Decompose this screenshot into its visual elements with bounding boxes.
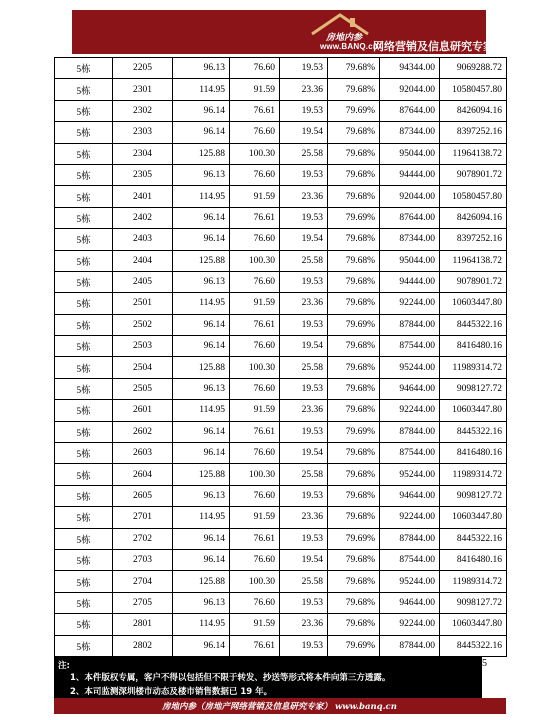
table-cell: 5栋 <box>55 164 113 185</box>
table-cell: 79.68% <box>328 293 380 314</box>
table-cell: 96.14 <box>173 635 230 656</box>
table-row <box>55 549 507 570</box>
table-cell: 79.68% <box>328 507 380 528</box>
table-cell: 79.69% <box>328 314 380 335</box>
table-cell: 79.68% <box>328 443 380 464</box>
table-cell: 95044.00 <box>380 250 440 271</box>
table-cell: 5栋 <box>55 464 113 485</box>
table-cell: 79.69% <box>328 528 380 549</box>
table-cell: 2601 <box>113 400 173 421</box>
table-cell: 19.53 <box>280 485 328 506</box>
table-cell: 2505 <box>113 378 173 399</box>
table-cell: 5栋 <box>55 293 113 314</box>
table-row <box>55 357 507 378</box>
table-cell: 19.53 <box>280 592 328 613</box>
table-cell: 87544.00 <box>380 336 440 357</box>
table-cell: 94444.00 <box>380 164 440 185</box>
table-cell: 76.60 <box>230 443 280 464</box>
table-cell: 10603447.80 <box>440 400 507 421</box>
notes-label: 注: <box>58 661 70 671</box>
table-cell: 11964138.72 <box>440 250 507 271</box>
table-row <box>55 100 507 121</box>
table-cell: 2801 <box>113 614 173 635</box>
table-cell: 79.68% <box>328 571 380 592</box>
table-cell: 87644.00 <box>380 207 440 228</box>
table-row <box>55 421 507 442</box>
table-row <box>55 571 507 592</box>
table-cell: 9098127.72 <box>440 378 507 399</box>
table-cell: 11989314.72 <box>440 464 507 485</box>
table-cell: 25.58 <box>280 250 328 271</box>
table-row <box>55 293 507 314</box>
table-cell: 76.60 <box>230 58 280 79</box>
table-cell: 76.60 <box>230 549 280 570</box>
table-cell: 2403 <box>113 229 173 250</box>
table-cell: 25.58 <box>280 143 328 164</box>
table-cell: 5栋 <box>55 507 113 528</box>
table-cell: 79.68% <box>328 143 380 164</box>
table-cell: 76.61 <box>230 528 280 549</box>
table-cell: 79.68% <box>328 271 380 292</box>
table-cell: 76.60 <box>230 592 280 613</box>
table-cell: 91.59 <box>230 79 280 100</box>
table-cell: 2504 <box>113 357 173 378</box>
table-cell: 94344.00 <box>380 58 440 79</box>
table-cell: 2704 <box>113 571 173 592</box>
table-cell: 125.88 <box>173 571 230 592</box>
table-cell: 2702 <box>113 528 173 549</box>
table-cell: 94644.00 <box>380 378 440 399</box>
table-cell: 94444.00 <box>380 271 440 292</box>
table-cell: 2503 <box>113 336 173 357</box>
table-cell: 79.68% <box>328 250 380 271</box>
table-cell: 87844.00 <box>380 314 440 335</box>
table-cell: 5栋 <box>55 250 113 271</box>
table-cell: 2305 <box>113 164 173 185</box>
table-cell: 96.14 <box>173 100 230 121</box>
table-cell: 79.68% <box>328 485 380 506</box>
table-cell: 8445322.16 <box>440 421 507 442</box>
table-cell: 19.53 <box>280 100 328 121</box>
table-cell: 125.88 <box>173 143 230 164</box>
table-cell: 76.60 <box>230 271 280 292</box>
table-cell: 100.30 <box>230 250 280 271</box>
table-cell: 76.61 <box>230 314 280 335</box>
table-cell: 5栋 <box>55 528 113 549</box>
table-cell: 125.88 <box>173 250 230 271</box>
footer-text: 房地内参（房地产网络营销及信息研究专家） www.banq.cn <box>162 702 397 712</box>
table-cell: 96.14 <box>173 549 230 570</box>
table-cell: 2404 <box>113 250 173 271</box>
table-cell: 79.68% <box>328 357 380 378</box>
table-cell: 79.68% <box>328 186 380 207</box>
table-cell: 76.61 <box>230 635 280 656</box>
table-row <box>55 336 507 357</box>
table-cell: 5栋 <box>55 485 113 506</box>
table-cell: 10580457.80 <box>440 79 507 100</box>
table-cell: 23.36 <box>280 293 328 314</box>
table-cell: 2304 <box>113 143 173 164</box>
table-cell: 19.54 <box>280 549 328 570</box>
table-cell: 92244.00 <box>380 293 440 314</box>
unit-price-table <box>54 57 507 657</box>
note-line-1: 1、本件版权专属，客户不得以包括但不限于转发、抄送等形式将本件向第三方透露。 <box>70 673 391 683</box>
table-cell: 8445322.16 <box>440 314 507 335</box>
table-cell: 96.14 <box>173 421 230 442</box>
table-cell: 2705 <box>113 592 173 613</box>
table-cell: 96.14 <box>173 122 230 143</box>
table-cell: 76.61 <box>230 100 280 121</box>
table-row <box>55 122 507 143</box>
table-cell: 76.60 <box>230 485 280 506</box>
table-row <box>55 443 507 464</box>
table-cell: 95244.00 <box>380 571 440 592</box>
table-cell: 92244.00 <box>380 400 440 421</box>
table-cell: 10603447.80 <box>440 507 507 528</box>
table-cell: 96.14 <box>173 207 230 228</box>
table-cell: 5栋 <box>55 378 113 399</box>
table-row <box>55 485 507 506</box>
logo-url: www.BANQ.cn <box>320 42 378 51</box>
table-cell: 11989314.72 <box>440 571 507 592</box>
table-cell: 2402 <box>113 207 173 228</box>
table-cell: 9078901.72 <box>440 271 507 292</box>
table-cell: 25.58 <box>280 464 328 485</box>
table-cell: 91.59 <box>230 293 280 314</box>
table-cell: 11964138.72 <box>440 143 507 164</box>
table-cell: 100.30 <box>230 571 280 592</box>
table-cell: 5栋 <box>55 614 113 635</box>
table-cell: 10603447.80 <box>440 614 507 635</box>
table-cell: 87844.00 <box>380 528 440 549</box>
table-cell: 5栋 <box>55 421 113 442</box>
table-cell: 10580457.80 <box>440 186 507 207</box>
table-cell: 87544.00 <box>380 443 440 464</box>
table-cell: 94644.00 <box>380 592 440 613</box>
table-cell: 8416480.16 <box>440 549 507 570</box>
table-cell: 5栋 <box>55 79 113 100</box>
table-cell: 91.59 <box>230 614 280 635</box>
table-row <box>55 250 507 271</box>
table-cell: 5栋 <box>55 100 113 121</box>
table-cell: 19.53 <box>280 314 328 335</box>
table-cell: 79.68% <box>328 400 380 421</box>
table-row <box>55 400 507 421</box>
table-cell: 5栋 <box>55 143 113 164</box>
table-cell: 9078901.72 <box>440 164 507 185</box>
table-cell: 87344.00 <box>380 229 440 250</box>
table-cell: 96.14 <box>173 528 230 549</box>
table-cell: 2401 <box>113 186 173 207</box>
table-cell: 2605 <box>113 485 173 506</box>
table-cell: 95244.00 <box>380 464 440 485</box>
table-cell: 79.68% <box>328 614 380 635</box>
table-cell: 19.54 <box>280 443 328 464</box>
table-cell: 5栋 <box>55 186 113 207</box>
table-cell: 19.53 <box>280 58 328 79</box>
table-row <box>55 528 507 549</box>
table-cell: 5栋 <box>55 549 113 570</box>
header-tagline: 网络营销及信息研究专家 <box>373 40 494 53</box>
table-row <box>55 207 507 228</box>
table-cell: 2604 <box>113 464 173 485</box>
table-cell: 25.58 <box>280 357 328 378</box>
table-cell: 5栋 <box>55 400 113 421</box>
table-cell: 2703 <box>113 549 173 570</box>
table-cell: 87544.00 <box>380 549 440 570</box>
table-cell: 19.53 <box>280 421 328 442</box>
table-cell: 79.68% <box>328 122 380 143</box>
page-number: 5 <box>482 658 487 669</box>
table-row <box>55 378 507 399</box>
table-cell: 125.88 <box>173 464 230 485</box>
table-cell: 95044.00 <box>380 143 440 164</box>
table-cell: 79.68% <box>328 58 380 79</box>
table-cell: 2405 <box>113 271 173 292</box>
table-row <box>55 164 507 185</box>
table-cell: 114.95 <box>173 186 230 207</box>
table-cell: 79.68% <box>328 592 380 613</box>
table-cell: 96.14 <box>173 229 230 250</box>
table-cell: 2802 <box>113 635 173 656</box>
table-cell: 91.59 <box>230 400 280 421</box>
table-cell: 5栋 <box>55 336 113 357</box>
table-cell: 5栋 <box>55 635 113 656</box>
table-cell: 2501 <box>113 293 173 314</box>
table-cell: 5栋 <box>55 271 113 292</box>
table-cell: 2301 <box>113 79 173 100</box>
table-cell: 96.14 <box>173 336 230 357</box>
table-cell: 19.53 <box>280 164 328 185</box>
table-cell: 2302 <box>113 100 173 121</box>
table-cell: 114.95 <box>173 293 230 314</box>
table-cell: 19.53 <box>280 378 328 399</box>
table-cell: 5栋 <box>55 122 113 143</box>
table-cell: 79.68% <box>328 549 380 570</box>
table-cell: 100.30 <box>230 143 280 164</box>
table-cell: 92044.00 <box>380 186 440 207</box>
table-cell: 79.68% <box>328 229 380 250</box>
table-cell: 23.36 <box>280 400 328 421</box>
table-cell: 79.68% <box>328 79 380 100</box>
table-cell: 5栋 <box>55 592 113 613</box>
table-row <box>55 614 507 635</box>
table-cell: 96.13 <box>173 592 230 613</box>
table-row <box>55 314 507 335</box>
table-cell: 91.59 <box>230 186 280 207</box>
table-cell: 5栋 <box>55 58 113 79</box>
table-cell: 79.69% <box>328 421 380 442</box>
table-row <box>55 635 507 656</box>
table-cell: 79.69% <box>328 100 380 121</box>
table-cell: 2303 <box>113 122 173 143</box>
table-cell: 96.13 <box>173 164 230 185</box>
table-cell: 8416480.16 <box>440 336 507 357</box>
table-cell: 114.95 <box>173 400 230 421</box>
table-cell: 114.95 <box>173 79 230 100</box>
table-cell: 79.68% <box>328 164 380 185</box>
notes-box <box>54 657 482 698</box>
table-cell: 19.54 <box>280 336 328 357</box>
table-cell: 92044.00 <box>380 79 440 100</box>
table-cell: 8445322.16 <box>440 528 507 549</box>
table-cell: 79.68% <box>328 464 380 485</box>
table-cell: 79.68% <box>328 378 380 399</box>
table-cell: 100.30 <box>230 357 280 378</box>
table-cell: 92244.00 <box>380 507 440 528</box>
table-cell: 76.60 <box>230 378 280 399</box>
table-cell: 94644.00 <box>380 485 440 506</box>
table-cell: 19.53 <box>280 271 328 292</box>
table-row <box>55 229 507 250</box>
table-cell: 9098127.72 <box>440 485 507 506</box>
table-cell: 2502 <box>113 314 173 335</box>
table-cell: 5栋 <box>55 314 113 335</box>
table-cell: 2603 <box>113 443 173 464</box>
table-cell: 19.53 <box>280 207 328 228</box>
table-cell: 76.61 <box>230 207 280 228</box>
table-cell: 23.36 <box>280 186 328 207</box>
table-cell: 76.60 <box>230 336 280 357</box>
note-line-2: 2、本司监测深圳楼市动态及楼市销售数据已 19 年。 <box>70 687 273 697</box>
table-cell: 5栋 <box>55 229 113 250</box>
table-cell: 10603447.80 <box>440 293 507 314</box>
table-cell: 114.95 <box>173 507 230 528</box>
table-row <box>55 507 507 528</box>
table-cell: 23.36 <box>280 507 328 528</box>
table-cell: 114.95 <box>173 614 230 635</box>
table-cell: 92244.00 <box>380 614 440 635</box>
table-cell: 5栋 <box>55 207 113 228</box>
table-row <box>55 186 507 207</box>
table-cell: 87844.00 <box>380 421 440 442</box>
table-cell: 96.14 <box>173 443 230 464</box>
table-cell: 5栋 <box>55 571 113 592</box>
table-cell: 87844.00 <box>380 635 440 656</box>
table-cell: 8426094.16 <box>440 207 507 228</box>
table-cell: 8397252.16 <box>440 229 507 250</box>
table-row <box>55 464 507 485</box>
table-cell: 96.13 <box>173 58 230 79</box>
table-cell: 76.61 <box>230 421 280 442</box>
table-cell: 76.60 <box>230 164 280 185</box>
table-cell: 5栋 <box>55 357 113 378</box>
table-cell: 2701 <box>113 507 173 528</box>
table-cell: 5栋 <box>55 443 113 464</box>
table-cell: 91.59 <box>230 507 280 528</box>
table-cell: 19.53 <box>280 635 328 656</box>
table-cell: 76.60 <box>230 229 280 250</box>
table-cell: 23.36 <box>280 614 328 635</box>
table-cell: 9069288.72 <box>440 58 507 79</box>
table-row <box>55 271 507 292</box>
table-cell: 96.14 <box>173 314 230 335</box>
table-row <box>55 592 507 613</box>
table-cell: 2205 <box>113 58 173 79</box>
table-cell: 23.36 <box>280 79 328 100</box>
table-cell: 11989314.72 <box>440 357 507 378</box>
table-cell: 19.54 <box>280 229 328 250</box>
table-cell: 76.60 <box>230 122 280 143</box>
table-cell: 95244.00 <box>380 357 440 378</box>
table-cell: 8397252.16 <box>440 122 507 143</box>
table-cell: 100.30 <box>230 464 280 485</box>
logo-name: 房地内参 <box>326 33 363 43</box>
table-cell: 19.53 <box>280 528 328 549</box>
table-row <box>55 143 507 164</box>
table-cell: 79.68% <box>328 336 380 357</box>
table-cell: 87644.00 <box>380 100 440 121</box>
table-row <box>55 79 507 100</box>
table-cell: 87344.00 <box>380 122 440 143</box>
table-cell: 79.69% <box>328 635 380 656</box>
table-cell: 19.54 <box>280 122 328 143</box>
table-row <box>55 58 507 79</box>
table-cell: 79.69% <box>328 207 380 228</box>
table-cell: 96.13 <box>173 485 230 506</box>
table-cell: 8416480.16 <box>440 443 507 464</box>
table-cell: 25.58 <box>280 571 328 592</box>
table-cell: 125.88 <box>173 357 230 378</box>
table-cell: 8426094.16 <box>440 100 507 121</box>
table-cell: 2602 <box>113 421 173 442</box>
table-cell: 96.13 <box>173 378 230 399</box>
table-cell: 9098127.72 <box>440 592 507 613</box>
table-cell: 96.13 <box>173 271 230 292</box>
table-cell: 8445322.16 <box>440 635 507 656</box>
